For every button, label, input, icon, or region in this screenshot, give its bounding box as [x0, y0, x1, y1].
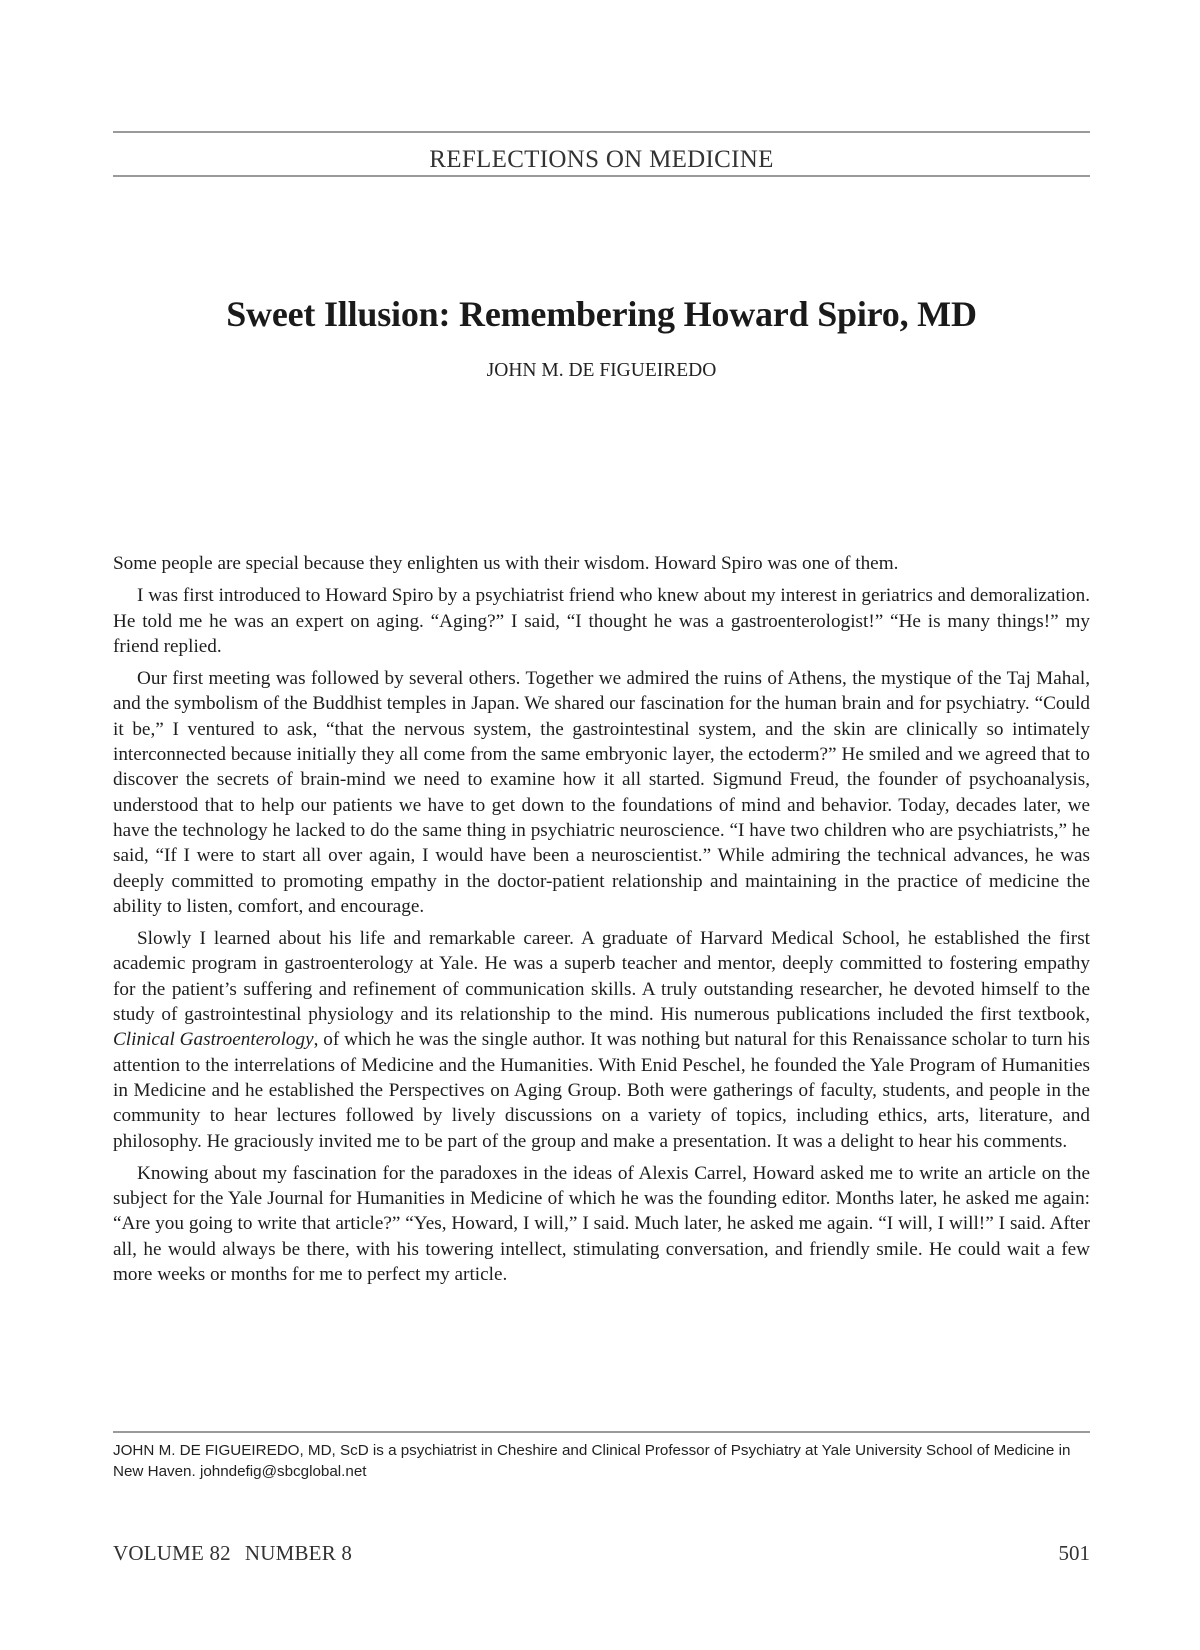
paragraph-3: Our first meeting was followed by several others. Together we admired the ruins of Athens, the mystique of the Taj Mahal, and the symbolism of the Buddhist temples in Japan. We shared our fascination for the human brain and for psychiatry. “Could it be,” I ventured to ask, “that the nervous system, the gastrointestinal system, and the skin are clinically so intimately interconnected because initially they all come from the same embryonic layer, the ectoderm?” He smiled and we agreed that to discover the secrets of brain-mind we need to examine how it all started. Sigmund Freud, the founder of psychoanalysis, understood that to help our patients we have to get down to the foundations of mind and behavior. Today, decades later, we have the technology he lacked to do the same thing in psychiatric neuroscience. “I have two children who are psychiatrists,” he said, “If I were to start all over again, I would have been a neuroscientist.” While admiring the technical advances, he was deeply committed to promoting empathy in the doctor-patient relationship and maintaining in the practice of medicine the ability to listen, comfort, and encourage. [113, 668, 1090, 917]
paragraph-5: Knowing about my fascination for the paradoxes in the ideas of Alexis Carrel, Howard asked me to write an article on the subject for the Yale Journal for Humanities in Medicine of which he was the founding editor. Months later, he asked me again: “Are you going to write that article?” “Yes, Howard, I will,” I said. Much later, he asked me again. “I will, I will!” I said. After all, he would always be there, with his towering intellect, stimulating conversation, and friendly smile. He could wait a few more weeks or months for me to perfect my article. [113, 1162, 1090, 1286]
article-title: Sweet Illusion: Remembering Howard Spiro, MD [226, 294, 977, 334]
author-footnote: JOHN M. DE FIGUEIREDO, MD, ScD is a psychiatrist in Cheshire and Clinical Professor of Psychiatry at Yale University School of Medicine in New Haven. johndefig@sbcglobal.net [113, 1442, 1071, 1480]
article-body [113, 551, 1090, 1294]
number-label: NUMBER 8 [244, 1541, 353, 1565]
paragraph-2: I was first introduced to Howard Spiro by a psychiatrist friend who knew about my interest in geriatrics and demoralization. He told me he was an expert on aging. “Aging?” I said, “I thought he was a gastroenterologist!” “He is many things!” my friend replied. [113, 585, 1090, 657]
paragraph-4-text-b: , of which he was the single author. It was nothing but natural for this Renaissance scholar to turn his attention to the interrelations of Medicine and the Humanities. With Enid Peschel, he founded the Yale Program of Humanities in Medicine and he established the Perspectives on Aging Group. Both were gatherings of faculty, students, and people in the community to hear lectures followed by lively discussions on a variety of topics, including ethics, arts, literature, and philosophy. He graciously invited me to be part of the group and make a presentation. It was a delight to hear his comments. [113, 1029, 1090, 1152]
book-title: Clinical Gastroenterology [113, 1029, 314, 1051]
footnote-rule [113, 1431, 1090, 1433]
paragraph-1: Some people are special because they enlighten us with their wisdom. Howard Spiro was one of them. [113, 553, 899, 574]
article-author: JOHN M. DE FIGUEIREDO [486, 360, 717, 381]
page-number: 501 [1058, 1541, 1090, 1565]
header-bottom-rule [113, 175, 1090, 177]
section-heading: REFLECTIONS ON MEDICINE [429, 146, 774, 173]
paragraph-4 [113, 926, 1090, 1154]
header-top-rule [113, 131, 1090, 133]
volume-label: VOLUME 82 [113, 1541, 231, 1565]
paragraph-4-text-a: Slowly I learned about his life and remarkable career. A graduate of Harvard Medical School, he established the first academic program in gastroenterology at Yale. He was a superb teacher and mentor, deeply committed to fostering empathy for the patient’s suffering and refinement of communication skills. A truly outstanding researcher, he devoted himself to the study of gastrointestinal physiology and its relationship to the mind. His numerous publications included the first textbook, [113, 928, 1090, 1026]
issue-info [113, 1541, 352, 1566]
